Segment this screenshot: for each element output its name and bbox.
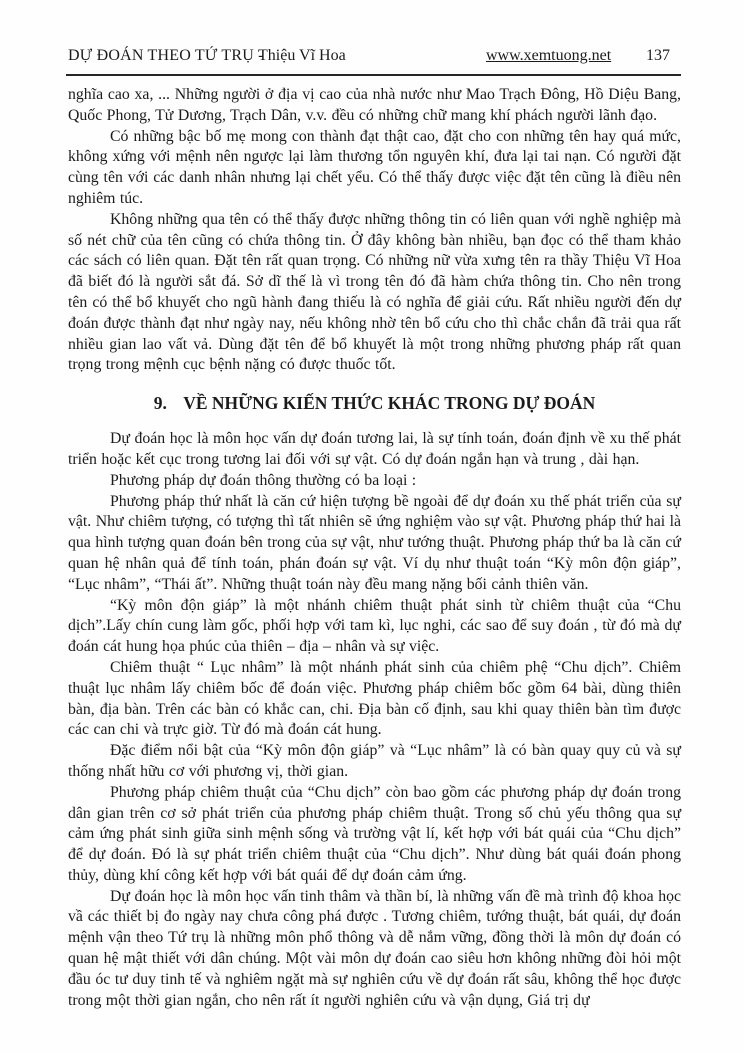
paragraph: Đặc điểm nổi bật của “Kỳ môn độn giáp” và “Lục nhâm” là có bàn quay quy củ và sự thống nhất hữu cơ với phương vị, thời gian. <box>68 742 681 780</box>
section-heading <box>68 393 681 414</box>
paragraph: Dự đoán học là môn học vấn tinh thâm và thần bí, là những vấn đề mà trình độ khoa học vầ các thiết bị đo ngày nay chưa công phá được . Tương chiêm, tướng thuật, bát quái, dự đoán mệnh vận theo Tứ trụ là những môn phổ thông và dễ nắm vững, đồng thời là môn dự đoán có quan hệ mật thiết với dân chúng. Một vài môn dự đoán cao siêu hơn không những đòi hỏi một đầu óc tư duy tinh tế và nghiêm ngặt mà sự nghiên cứu về dự đoán rất sâu, không thể học được trong một thời gian ngắn, cho nên rất ít người nghiên cứu và vận dụng, Giá trị dự <box>68 887 681 1009</box>
paragraph: Không những qua tên có thể thấy được những thông tin có liên quan với nghề nghiệp mà số nét chữ của tên cũng có chứa thông tin. Ở đây không bàn nhiều, bạn đọc có thể tham khảo các sách có liên quan. Đặt tên rất quan trọng. Có những nữ vừa xưng tên ra thầy Thiệu Vĩ Hoa đã biết đó là người sắt đá. Sở dĩ thế là vì trong tên đó đã hàm chứa thông tin. Cho nên trong tên có thể bổ khuyết cho ngũ hành đang thiếu là có nghĩa để giải cứu. Rất nhiều người đến dự đoán được thành đạt như ngày nay, nếu không nhờ tên bổ cứu cho thì chắc chắn đã trải qua rất nhiều gian lao vất vả. Dùng đặt tên để bổ khuyết là một trong những phương pháp rất quan trọng trong mệnh cục bệnh nặng có được thuốc tốt. <box>68 210 681 374</box>
paragraph: Phương pháp dự đoán thông thường có ba loại : <box>110 471 417 489</box>
website-link[interactable]: www.xemtuong.net <box>486 47 612 64</box>
paragraph: Chiêm thuật “ Lục nhâm” là một nhánh phát sinh của chiêm phệ “Chu dịch”. Chiêm thuật lục nhâm lấy chiêm bốc để đoán việc. Phương pháp chiêm bốc gồm 64 bài, dùng thiên bàn, địa bàn. Trên các bàn có khắc can, chi. Địa bàn cố định, sau khi quay thiên bàn tìm được các can chi và trực giờ. Từ đó mà đoán cát hung. <box>68 658 681 739</box>
author-name: Thiệu Vĩ Hoa <box>258 47 346 64</box>
paragraph: “Kỳ môn độn giáp” là một nhánh chiêm thuật phát sinh từ chiêm thuật của “Chu dịch”.Lấy chín cung làm gốc, phối hợp với tam kì, lục nghi, các sao để suy đoán , từ đó mà dự đoán cát hung họa phúc của thiên – địa – nhân và sự việc. <box>68 596 681 656</box>
paragraph: Dự đoán học là môn học vấn dự đoán tương lai, là sự tính toán, đoán định về xu thế phát triển hoặc kết cục trong tương lai đối với sự vật. Có dự đoán ngắn hạn và trung , dài hạn. <box>68 430 681 468</box>
page-number: 137 <box>646 47 670 64</box>
page-body <box>68 85 681 1011</box>
paragraph-continuation: nghĩa cao xa, ... Những người ở địa vị cao của nhà nước như Mao Trạch Đông, Hồ Diệu Bang, Quốc Phong, Tử Dương, Trạch Dân, v.v. đều có những chữ mang khí phách người lãnh đạo. <box>68 86 681 124</box>
book-title: DỰ ĐOÁN THEO TỨ TRỤ - <box>68 47 264 64</box>
paragraph: Có những bậc bố mẹ mong con thành đạt thật cao, đặt cho con những tên hay quá mức, không xứng với mệnh nên ngược lại làm thương tổn nguyên khí, đưa lại tai nạn. Có người đặt cùng tên với các danh nhân nhưng lại chết yểu. Có thể thấy được việc đặt tên cũng là điều nên nghiêm túc. <box>68 127 681 207</box>
paragraph: Phương pháp thứ nhất là căn cứ hiện tượng bề ngoài để dự đoán xu thế phát triển của sự vật. Như chiêm tượng, có tượng thì tất nhiên sẽ ứng nghiệm vào sự vật. Phương pháp thứ hai là qua hình tượng quan đoán bên trong của sự vật, như tướng thuật. Phương pháp thứ ba là căn cứ quan hệ nhân quả để tính toán, phán đoán sự vật. Ví dụ như thuật toán “Kỳ môn độn giáp”, “Lục nhâm”, “Thái ất”. Những thuật toán này đều mang nặng bối cảnh thiên văn. <box>68 492 681 593</box>
section-title: VỀ NHỮNG KIẾN THỨC KHÁC TRONG DỰ ĐOÁN <box>183 393 596 414</box>
section-number: 9. <box>153 393 167 414</box>
paragraph: Phương pháp chiêm thuật của “Chu dịch” còn bao gồm các phương pháp dự đoán trong dân gian trên cơ sở phát triển của phương pháp chiêm thuật. Trong số chủ yếu thông qua sự cảm ứng phát sinh giữa sinh mệnh sống và trường vật lí, kết hợp với bát quái của “Chu dịch” để dự đoán. Đó là sự phát triển chiêm thuật của “Chu dịch”. Như dùng bát quái đoán phong thủy, dùng khí công kết hợp với bát quái để dự đoán cảm ứng. <box>68 783 681 884</box>
header-divider <box>66 74 681 76</box>
